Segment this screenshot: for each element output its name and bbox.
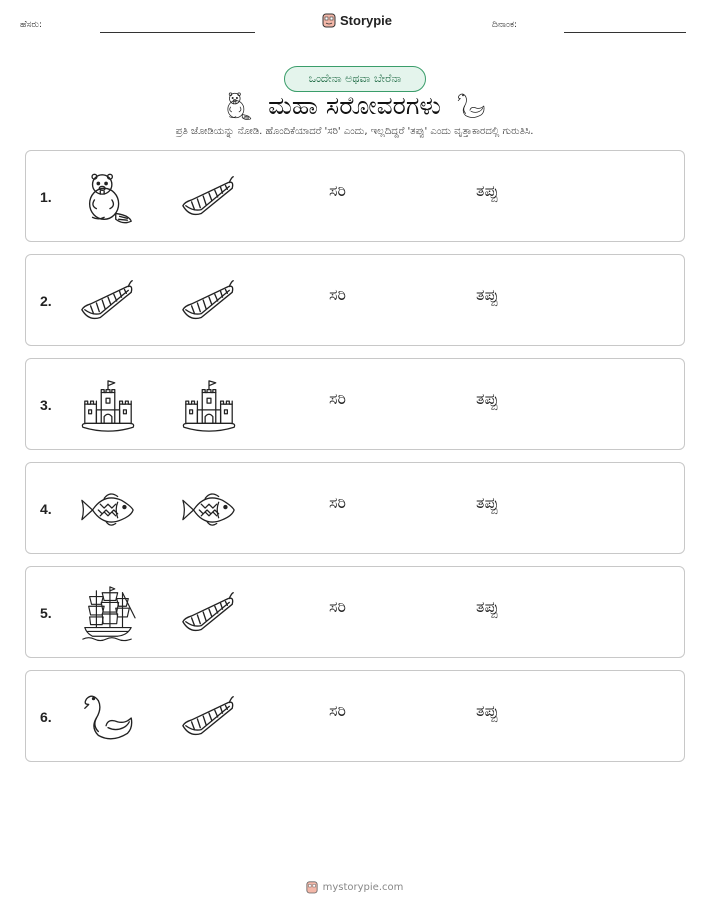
question-row bbox=[25, 254, 685, 346]
fish-icon bbox=[79, 481, 137, 539]
storypie-mascot-icon bbox=[306, 880, 318, 894]
question-number: 2. bbox=[40, 293, 52, 309]
canoe-icon bbox=[180, 169, 238, 227]
canoe-icon bbox=[79, 273, 137, 331]
false-option[interactable]: ತಪ್ಪು bbox=[476, 389, 499, 408]
question-number: 3. bbox=[40, 397, 52, 413]
swan-icon bbox=[455, 90, 487, 122]
question-row bbox=[25, 670, 685, 762]
question-row bbox=[25, 462, 685, 554]
storypie-mascot-icon bbox=[322, 12, 336, 28]
true-option[interactable]: ಸರಿ bbox=[329, 597, 346, 616]
footer bbox=[0, 880, 709, 894]
false-option[interactable]: ತಪ್ಪು bbox=[476, 597, 499, 616]
beaver-icon bbox=[222, 90, 254, 122]
true-option[interactable]: ಸರಿ bbox=[329, 701, 346, 720]
worksheet-header bbox=[0, 0, 709, 50]
date-line bbox=[564, 32, 686, 33]
ship-icon bbox=[79, 585, 137, 643]
beaver-icon bbox=[79, 169, 137, 227]
instructions: ಪ್ರತಿ ಜೋಡಿಯನ್ನು ನೋಡಿ. ಹೊಂದಿಕೆಯಾದರೆ 'ಸರಿ' ಎಂದು, ಇಲ್ಲದಿದ್ದರೆ 'ತಪ್ಪು' ಎಂದು ವೃತ್ತಾಕಾರದಲ್ಲಿ ಗುರುತಿಸಿ. bbox=[175, 126, 534, 137]
true-option[interactable]: ಸರಿ bbox=[329, 389, 346, 408]
canoe-icon bbox=[180, 585, 238, 643]
page-title: ಮಹಾ ಸರೋವರಗಳು bbox=[268, 91, 441, 120]
true-option[interactable]: ಸರಿ bbox=[329, 493, 346, 512]
question-row bbox=[25, 358, 685, 450]
worksheet-type-badge: ಒಂದೇನಾ ಅಥವಾ ಬೇರೆನಾ bbox=[284, 66, 426, 92]
name-line bbox=[100, 32, 255, 33]
false-option[interactable]: ತಪ್ಪು bbox=[476, 285, 499, 304]
canoe-icon bbox=[180, 689, 238, 747]
brand-logo bbox=[322, 12, 392, 28]
castle-icon bbox=[180, 377, 238, 435]
question-number: 5. bbox=[40, 605, 52, 621]
name-label: ಹೆಸರು: bbox=[20, 20, 43, 30]
false-option[interactable]: ತಪ್ಪು bbox=[476, 493, 499, 512]
date-label: ದಿನಾಂಕ: bbox=[492, 20, 518, 30]
true-option[interactable]: ಸರಿ bbox=[329, 181, 346, 200]
false-option[interactable]: ತಪ್ಪು bbox=[476, 701, 499, 720]
castle-icon bbox=[79, 377, 137, 435]
question-number: 1. bbox=[40, 189, 52, 205]
question-number: 4. bbox=[40, 501, 52, 517]
footer-site-link[interactable]: mystorypie.com bbox=[322, 881, 404, 893]
title-row bbox=[0, 88, 709, 124]
true-option[interactable]: ಸರಿ bbox=[329, 285, 346, 304]
question-row bbox=[25, 566, 685, 658]
brand-name: Storypie bbox=[340, 12, 393, 28]
fish-icon bbox=[180, 481, 238, 539]
swan-icon bbox=[79, 689, 137, 747]
false-option[interactable]: ತಪ್ಪು bbox=[476, 181, 499, 200]
question-number: 6. bbox=[40, 709, 52, 725]
question-row bbox=[25, 150, 685, 242]
canoe-icon bbox=[180, 273, 238, 331]
